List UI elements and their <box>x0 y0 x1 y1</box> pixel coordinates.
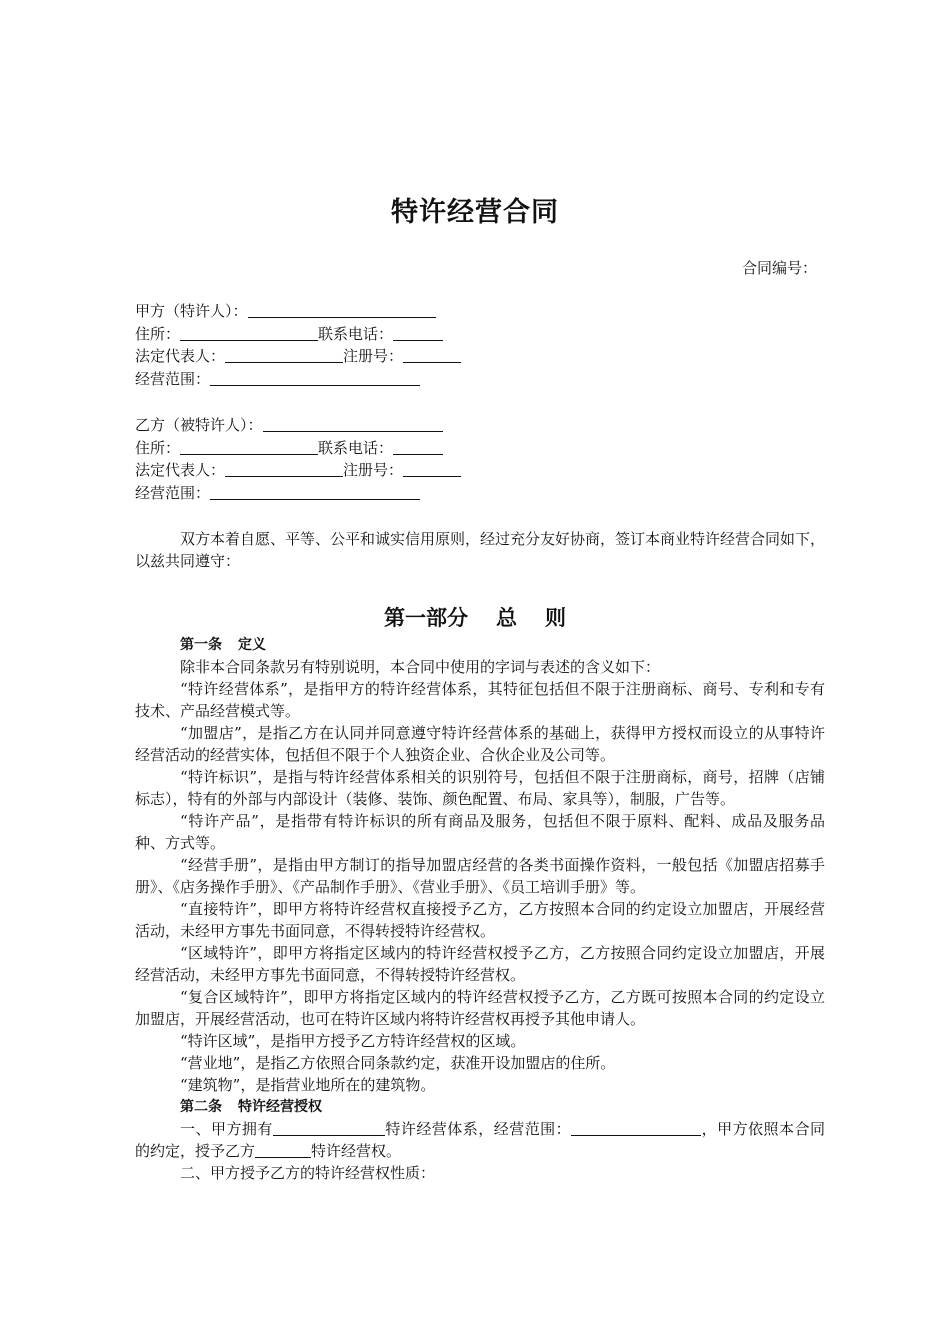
grant-text-a: 一、甲方拥有 <box>180 1120 273 1138</box>
definition-paragraph: “特许产品”，是指带有特许标识的所有商品及服务，包括但不限于原料、配料、成品及服务品种、方式等。 <box>135 812 825 852</box>
party-a-block <box>135 300 461 390</box>
business-scope-blank[interactable] <box>571 1119 701 1136</box>
party-a-rep-row <box>135 345 461 368</box>
party-a-name-label: 甲方（特许人）： <box>135 302 248 320</box>
party-a-phone-label: 联系电话： <box>318 324 394 343</box>
party-b-reg-blank[interactable] <box>403 460 461 477</box>
party-b-address-row <box>135 437 461 460</box>
article-1-number: 第一条 <box>180 637 222 653</box>
party-b-name-label: 乙方（被特许人）： <box>135 416 263 434</box>
party-b-reg-label: 注册号： <box>343 461 404 479</box>
party-a-address-blank[interactable] <box>180 324 318 341</box>
party-a-rep-label: 法定代表人： <box>135 347 226 365</box>
definition-paragraph: “特许标识”，是指与特许经营体系相关的识别符号，包括但不限于注册商标，商号，招牌（店铺标志），特有的外部与内部设计（装修、装饰、颜色配置、布局、家具等），制服，广告等。 <box>135 768 825 808</box>
party-a-address-row <box>135 323 461 346</box>
party-b-block <box>135 414 461 504</box>
party-b-scope-row <box>135 482 461 505</box>
part-one-char-2: 则 <box>545 606 566 630</box>
definition-paragraph: “经营手册”，是指由甲方制订的指导加盟店经营的各类书面操作资料，一般包括《加盟店招募手册》、《店务操作手册》、《产品制作手册》、《营业手册》、《员工培训手册》等。 <box>135 856 825 896</box>
party-b-name-row <box>135 414 461 437</box>
article-1-heading <box>135 634 825 656</box>
intro-section <box>135 528 825 572</box>
grant-text-b: 特许经营体系，经营范围： <box>384 1120 572 1138</box>
definition-paragraph: “特许经营体系”，是指甲方的特许经营体系，其特征包括但不限于注册商标、商号、专利和专有技术、产品经营模式等。 <box>135 680 825 720</box>
party-a-scope-blank[interactable] <box>210 369 420 386</box>
part-one-heading <box>0 602 950 632</box>
party-a-phone-blank[interactable] <box>393 324 443 341</box>
party-a-reg-blank[interactable] <box>403 346 461 363</box>
definition-paragraph: “区域特许”，即甲方将指定区域内的特许经营权授予乙方，乙方按照合同约定设立加盟店，开展经营活动，未经甲方事先书面同意，不得转授特许经营权。 <box>135 944 825 984</box>
party-a-rep-blank[interactable] <box>225 346 343 363</box>
intro-paragraph: 双方本着自愿、平等、公平和诚实信用原则，经过充分友好协商，签订本商业特许经营合同如下，以兹共同遵守： <box>135 530 826 570</box>
party-b-phone-blank[interactable] <box>393 438 443 455</box>
contract-number-label: 合同编号： <box>741 259 817 277</box>
party-b-address-label: 住所： <box>135 438 181 457</box>
definition-paragraph: “建筑物”，是指营业地所在的建筑物。 <box>180 1076 436 1094</box>
article-1-title: 定义 <box>238 637 266 653</box>
party-b-scope-blank[interactable] <box>210 483 420 500</box>
party-b-phone-label: 联系电话： <box>318 438 394 457</box>
party-b-scope-label: 经营范围： <box>135 483 211 502</box>
article-2-heading <box>135 1096 825 1118</box>
definition-paragraph: “复合区域特许”，即甲方将指定区域内的特许经营权授予乙方，乙方既可按照本合同的约定设立加盟店，开展经营活动，也可在特许区域内将特许经营权再授予其他申请人。 <box>135 988 825 1028</box>
article-2-title: 特许经营授权 <box>238 1099 322 1115</box>
grant-text-d: 特许经营权。 <box>311 1142 402 1160</box>
grant-text-c: ，甲方依照本合同的约定，授予乙方 <box>135 1120 825 1160</box>
franchise-type-blank[interactable] <box>255 1141 311 1158</box>
definition-paragraph: “加盟店”，是指乙方在认同并同意遵守特许经营体系的基础上，获得甲方授权而设立的从事特许经营活动的经营实体，包括但不限于个人独资企业、合伙企业及公司等。 <box>135 724 825 764</box>
party-b-address-blank[interactable] <box>180 438 318 455</box>
article-2-number: 第二条 <box>180 1099 222 1115</box>
articles-section <box>135 634 825 1184</box>
definition-paragraph: “特许区域”，是指甲方授予乙方特许经营权的区域。 <box>180 1032 526 1050</box>
party-a-scope-label: 经营范围： <box>135 369 211 388</box>
part-one-char-1: 总 <box>496 606 517 630</box>
party-a-name-row <box>135 300 461 323</box>
party-a-reg-label: 注册号： <box>343 347 404 365</box>
grant-nature-paragraph: 二、甲方授予乙方的特许经营权性质： <box>180 1164 436 1182</box>
party-b-rep-label: 法定代表人： <box>135 461 226 479</box>
definition-paragraph: “营业地”，是指乙方依照合同条款约定，获准开设加盟店的住所。 <box>180 1054 616 1072</box>
party-b-rep-row <box>135 459 461 482</box>
party-a-address-label: 住所： <box>135 324 181 343</box>
party-b-rep-blank[interactable] <box>225 460 343 477</box>
definition-paragraph: 除非本合同条款另有特别说明，本合同中使用的字词与表述的含义如下： <box>180 658 661 676</box>
document-title: 特许经营合同 <box>391 197 559 228</box>
party-a-scope-row <box>135 368 461 391</box>
franchise-system-blank[interactable] <box>273 1119 385 1136</box>
party-a-name-blank[interactable] <box>248 301 436 318</box>
grant-paragraph <box>135 1118 825 1162</box>
part-one-label: 第一部分 <box>384 606 468 630</box>
party-b-name-blank[interactable] <box>263 415 443 432</box>
definition-paragraph: “直接特许”，即甲方将特许经营权直接授予乙方，乙方按照本合同的约定设立加盟店，开展经营活动，未经甲方事先书面同意，不得转授特许经营权。 <box>135 900 825 940</box>
